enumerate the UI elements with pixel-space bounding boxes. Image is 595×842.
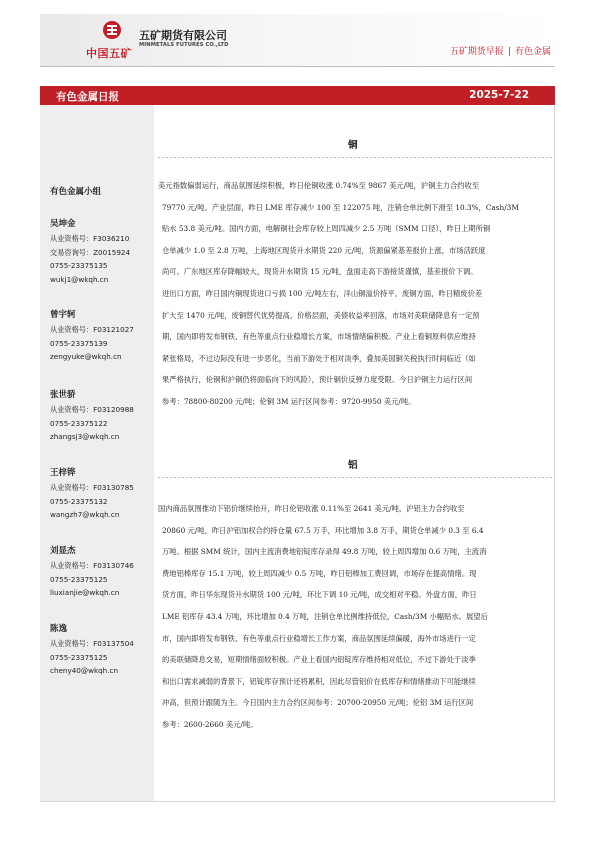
company-name-cn: 五矿期货有限公司 xyxy=(139,29,227,42)
text-line: 货方面，昨日华东现货升水期货 100 元/吨，环比下调 10 元/吨，成交相对平稳。外盘方面，昨日 xyxy=(162,590,477,600)
analyst-license: 从业资格号：F3036210 xyxy=(50,234,130,243)
text-line: 仓单减少 1.0 至 2.8 万吨，上海地区现货升水期货 220 元/吨，货源偏紧基差报价上涨，市场活跃度 xyxy=(162,245,486,255)
text-line: 期，国内即将发布钢铁、有色等重点行业稳增长方案，市场情绪偏积极。产业上看铜原料供应维持 xyxy=(162,332,476,342)
text-line: 冲高，但预计跟随为主。今日国内主力合约区间参考：20700-20950 元/吨；伦铝 3M 运行区间 xyxy=(162,698,474,708)
report-category-label xyxy=(450,44,551,57)
logo-text: 中国五矿 xyxy=(86,47,132,60)
analyst-card xyxy=(50,622,154,678)
text-line: 的美联储降息交易，短期情绪面较积极。产业上看国内铝锭库存维持相对低位，不过下游处于淡季 xyxy=(162,655,476,665)
analyst-email: zengyuke@wkqh.cn xyxy=(50,352,122,361)
text-line: 20860 元/吨，昨日沪铝加权合约持仓量 67.5 万手，环比增加 3.8 万手，期货仓单减少 0.3 至 6.4 xyxy=(162,525,484,535)
analyst-license: 从业资格号：F03121027 xyxy=(50,325,134,334)
text-line: 79770 元/吨。产业层面，昨日 LME 库存减少 100 至 122075 吨，注销仓单比例下滑至 10.3%，Cash/3M xyxy=(162,202,519,212)
analyst-name: 吴坤金 xyxy=(50,219,76,229)
analyst-email: wukj1@wkqh.cn xyxy=(50,274,109,284)
team-name: 有色金属小组 xyxy=(50,187,102,197)
copper-commentary xyxy=(158,175,550,413)
analyst-phone: 0755-23375139 xyxy=(50,338,108,348)
analyst-name: 陈逸 xyxy=(50,624,68,634)
company-name-en: MINMETALS FUTURES CO.,LTD xyxy=(139,42,229,48)
analyst-phone: 0755-23375135 xyxy=(50,261,108,270)
section-title-aluminum: 铝 xyxy=(348,460,358,471)
analyst-card xyxy=(50,308,154,364)
analyst-card xyxy=(50,544,154,600)
analyst-phone: 0755-23375125 xyxy=(50,574,108,584)
report-category: 有色金属 xyxy=(514,47,551,57)
report-type: 五矿期货早报 xyxy=(449,47,504,57)
analyst-name: 刘显杰 xyxy=(50,546,76,556)
title-bar xyxy=(40,86,555,105)
analyst-name: 曾宇轲 xyxy=(50,310,76,320)
text-line: 贴水 53.8 美元/吨。国内方面，电解铜社会库存较上周四减少 2.5 万吨（SMM 口径），昨日上期所铜 xyxy=(162,224,491,234)
text-line: 参考：2600-2660 美元/吨。 xyxy=(162,719,258,729)
analyst-email: cheny40@wkqh.cn xyxy=(50,666,119,675)
header-separator: | xyxy=(507,47,511,57)
minmetals-logo-icon xyxy=(102,20,122,40)
report-date: 2025-7-22 xyxy=(469,89,529,101)
text-line: 紧张格局，不过边际没有进一步恶化，当前下游处于相对淡季，叠加美国铜关税执行时间临近（如 xyxy=(162,353,476,363)
text-line: 扩大至 1470 元/吨，废铜替代优势提高。价格层面，美债收益率回落，市场对美联储降息有一定预 xyxy=(162,310,480,320)
analyst-email: zhangsj3@wkqh.cn xyxy=(50,432,120,441)
text-line: 进出口方面，昨日国内铜现货进口亏损 100 元/吨左右，洋山铜溢价持平。废铜方面，昨日精废价差 xyxy=(162,288,483,298)
content-border-right xyxy=(554,105,555,801)
text-line: 万吨。根据 SMM 统计，国内主流消费地铝锭库存录得 49.8 万吨，较上周四增加 0.6 万吨，主流消 xyxy=(162,547,487,557)
analyst-card xyxy=(50,217,154,286)
text-line: 国内商品氛围推动下铝价继续抬升，昨日伦铝收涨 0.11%至 2641 美元/吨，沪铝主力合约收至 xyxy=(158,504,465,513)
analyst-license: 从业资格号：F03120988 xyxy=(50,405,134,414)
section-title-copper: 铜 xyxy=(348,140,358,151)
text-line: 美元指数偏弱运行，商品氛围延续积极，昨日伦铜收涨 0.74%至 9867 美元/吨，沪铜主力合约收至 xyxy=(158,181,480,190)
analyst-name: 张世骄 xyxy=(50,390,76,400)
analyst-email: liuxianjie@wkqh.cn xyxy=(50,588,120,597)
analyst-name: 王梓铧 xyxy=(50,468,76,478)
analyst-card xyxy=(50,388,154,444)
text-line: 参考：78800-80200 元/吨；伦铜 3M 运行区间参考：9720-9950 美元/吨。 xyxy=(162,396,416,406)
analyst-email: wangzh7@wkqh.cn xyxy=(50,510,120,519)
text-line: 费地铝棒库存 15.1 万吨，较上周四减少 0.5 万吨，昨日铝棒加工费回调，市场存在提高情绪。现 xyxy=(162,568,477,578)
report-title: 有色金属日报 xyxy=(56,91,119,103)
text-line: LME 铝库存 43.4 万吨，环比增加 0.4 万吨，注销仓单比例维持低位，Cash/3M 小幅贴水。展望后 xyxy=(162,611,488,621)
content-border-bottom xyxy=(40,801,555,802)
analyst-license: 从业资格号：F03130785 xyxy=(50,483,134,492)
aluminum-commentary xyxy=(158,498,550,736)
analyst-phone: 0755-23375125 xyxy=(50,652,108,662)
text-line: 市，国内即将发布钢铁、有色等重点行业稳增长工作方案，商品氛围延续偏暖，海外市场进行一定 xyxy=(162,633,476,643)
analyst-card xyxy=(50,466,154,522)
text-line: 尚可。广东地区库存降幅较大，现货升水期货 15 元/吨，盘面走高下游接货谨慎，基差报价下调。 xyxy=(162,267,478,277)
analyst-license: 从业资格号：F03130746 xyxy=(50,561,134,570)
analyst-phone: 0755-23375132 xyxy=(50,496,108,506)
text-line: 果严格执行，伦铜和沪铜仍将面临向下的风险），预计铜价反弹力度受限。今日沪铜主力运行区间 xyxy=(162,375,473,385)
section-divider xyxy=(158,157,554,158)
report-header xyxy=(40,14,555,67)
section-divider xyxy=(158,477,554,478)
analyst-phone: 0755-23375122 xyxy=(50,418,108,428)
text-line: 和出口需求减弱的背景下，铝锭库存预计还将累积，因此尽管铝价在低库存和情绪推动下可能继续 xyxy=(162,676,476,686)
analyst-sidebar xyxy=(40,105,154,801)
analyst-license: 从业资格号：F03137504 xyxy=(50,639,134,648)
analyst-consult-license: 交易咨询号：Z0015924 xyxy=(50,247,131,257)
